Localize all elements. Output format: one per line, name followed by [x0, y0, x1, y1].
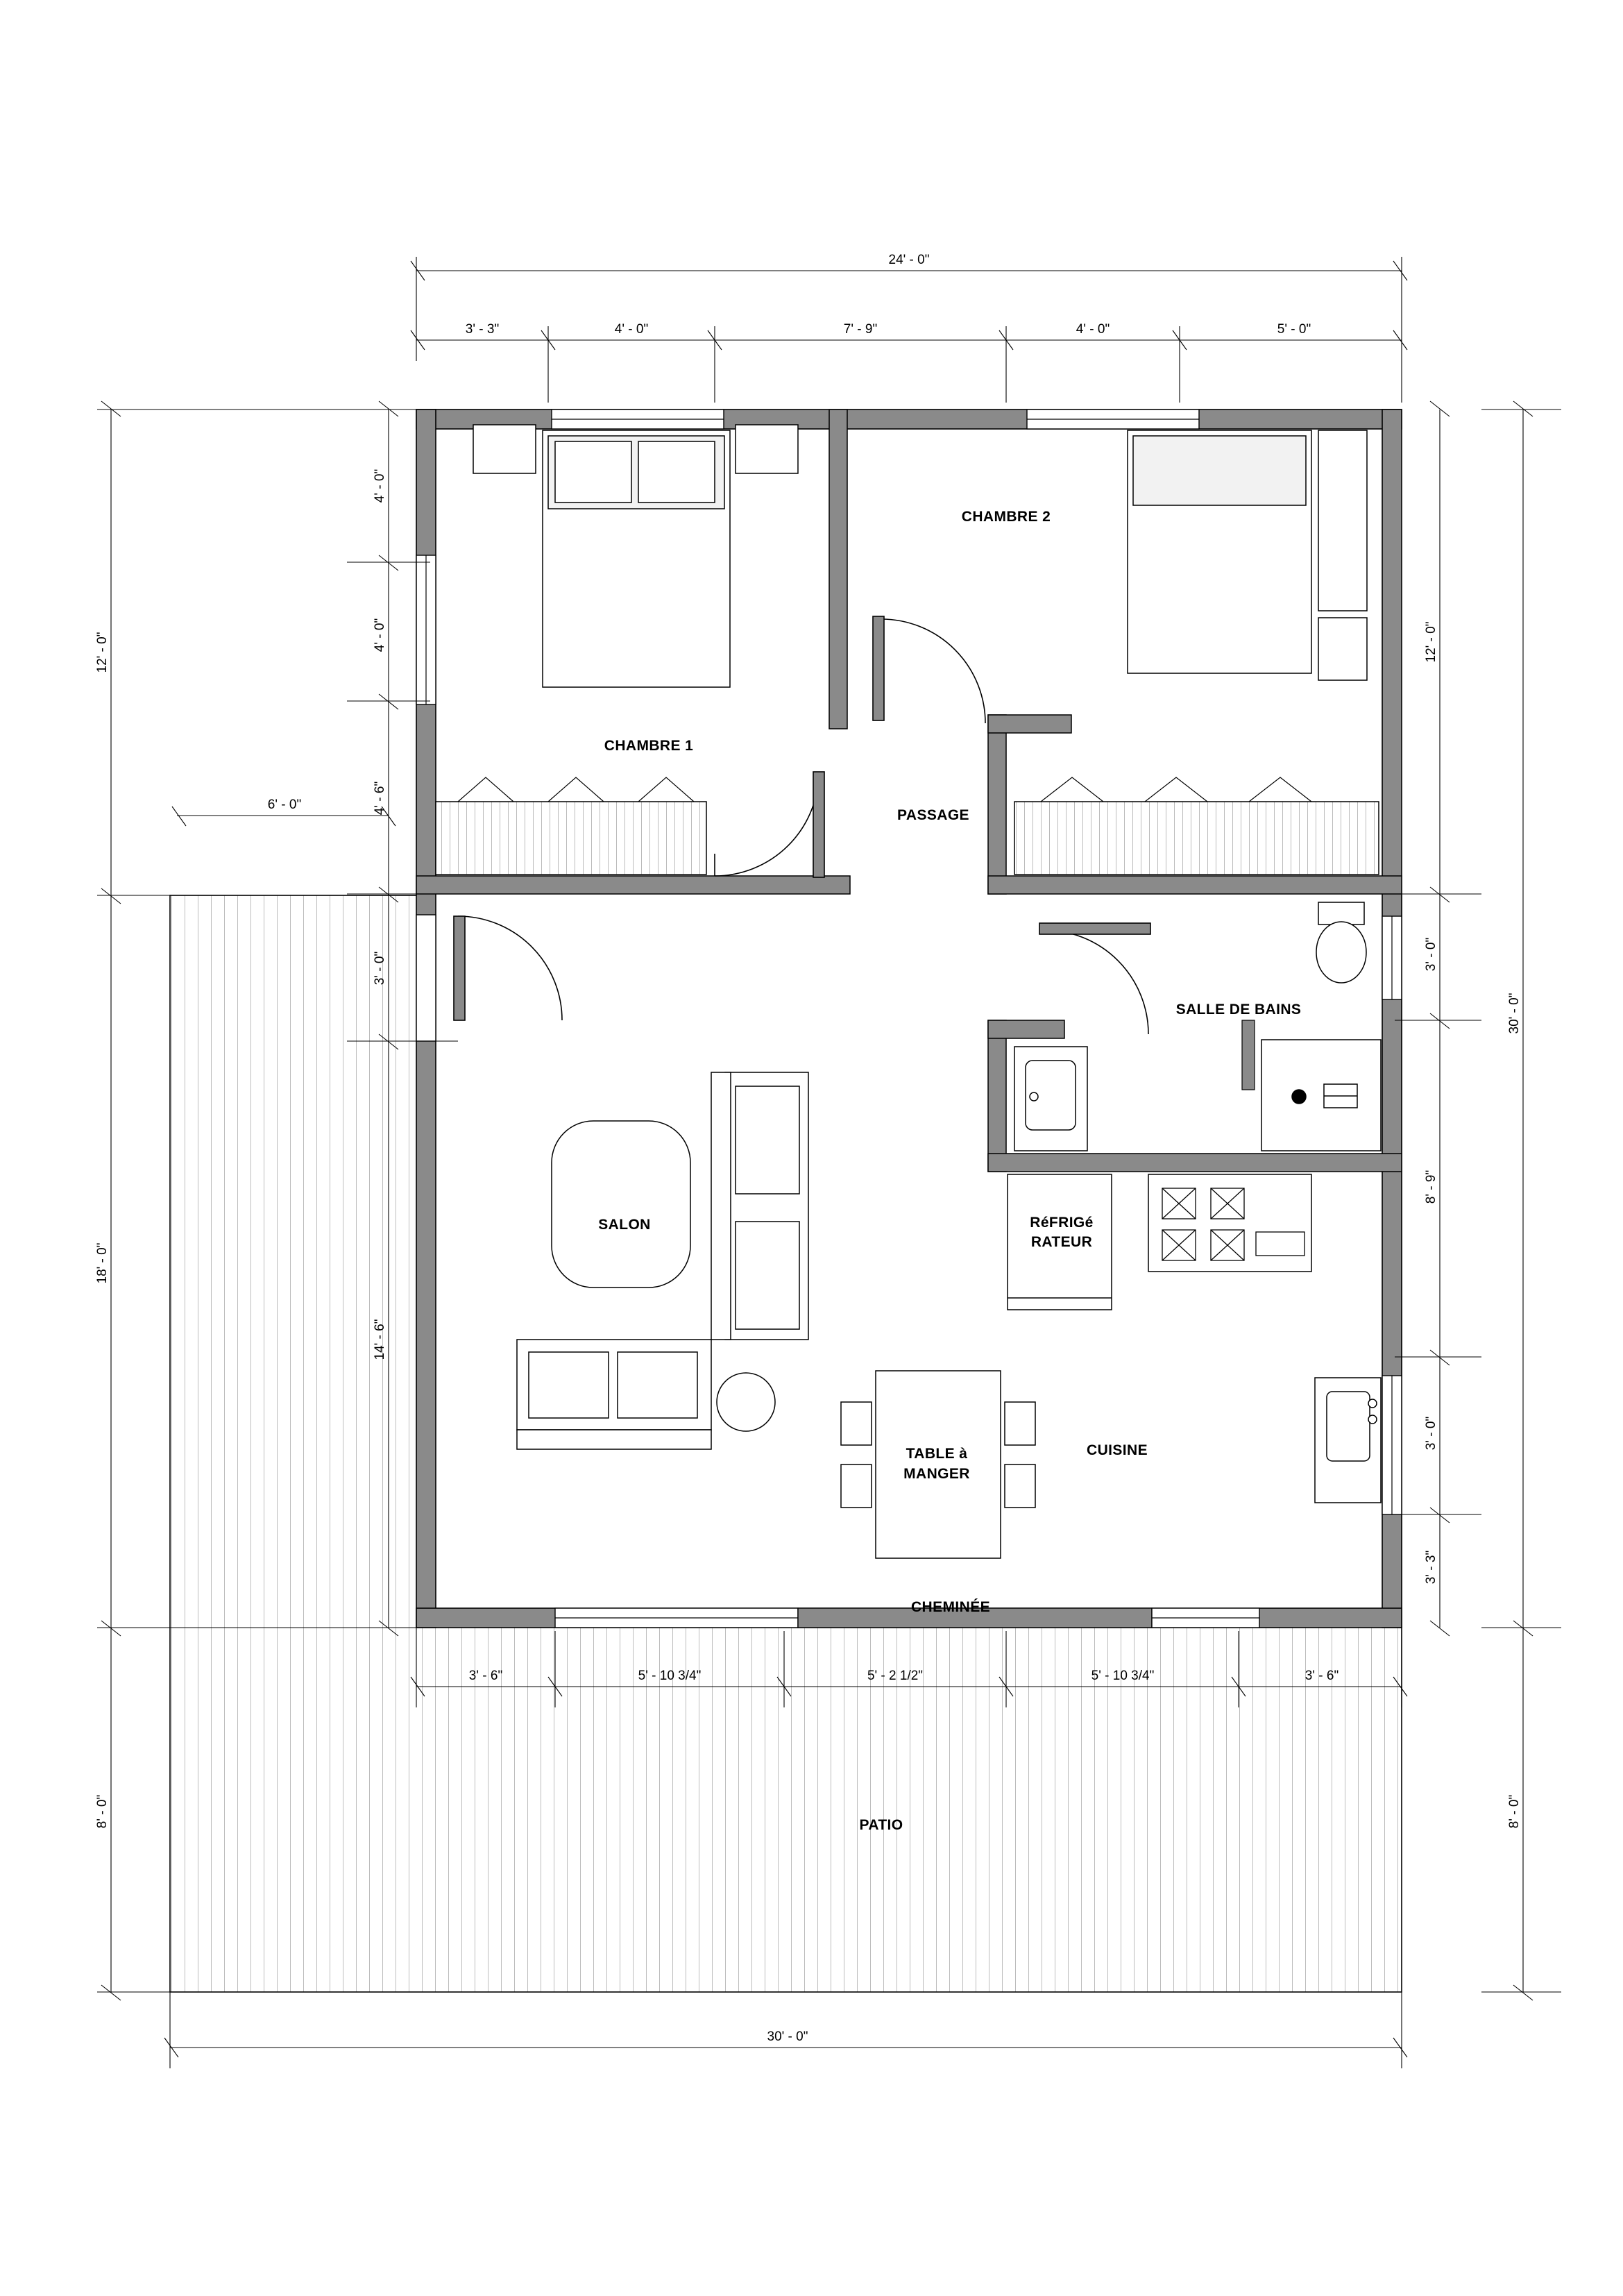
dim-left-outer-3: 8' - 0" [95, 1794, 110, 1829]
dim-bottom-overall: 30' - 0" [767, 2029, 808, 2044]
dim-top-seg-2: 4' - 0" [614, 322, 649, 337]
dim-right-inner-3: 8' - 9" [1424, 1170, 1438, 1204]
dim-left-extra: 6' - 0" [267, 797, 302, 812]
dim-right-inner-2: 3' - 0" [1424, 937, 1438, 972]
dim-left-inner-4: 3' - 0" [373, 951, 387, 986]
dim-left-inner-5: 14' - 6" [373, 1319, 387, 1360]
dim-top-seg-4: 4' - 0" [1076, 322, 1110, 337]
dim-right-inner-1: 12' - 0" [1424, 621, 1438, 663]
dim-bottom-seg-4: 5' - 10 3/4" [1091, 1669, 1155, 1683]
dim-bottom-seg-1: 3' - 6" [468, 1669, 503, 1683]
room-label-chambre-2: CHAMBRE 2 [961, 509, 1051, 525]
dim-top-seg-1: 3' - 3" [465, 322, 500, 337]
room-label-patio: PATIO [859, 1817, 903, 1833]
bed-chambre-2 [1128, 430, 1367, 680]
dim-left-inner-2: 4' - 0" [373, 618, 387, 652]
dim-bottom-seg-2: 5' - 10 3/4" [638, 1669, 702, 1683]
dim-bottom-seg-3: 5' - 2 1/2" [867, 1669, 924, 1683]
fixture-label-cheminee: CHEMINÉE [910, 1599, 991, 1615]
dim-right-inner-5: 3' - 3" [1424, 1550, 1438, 1585]
dim-bottom-seg-5: 3' - 6" [1305, 1669, 1339, 1683]
dim-right-outer-2: 8' - 0" [1507, 1794, 1522, 1829]
room-label-salle-de-bains: SALLE DE BAINS [1175, 1002, 1302, 1018]
fixture-label-table-a-manger-line2: MANGER [903, 1466, 970, 1482]
dim-top-overall: 24' - 0" [888, 253, 930, 267]
dim-left-inner-3: 4' - 6" [373, 781, 387, 816]
dim-left-inner-1: 4' - 0" [373, 469, 387, 503]
dim-right-inner-4: 3' - 0" [1424, 1416, 1438, 1451]
room-label-salon: SALON [598, 1217, 651, 1233]
fixture-label-refrigerateur-line1: RéFRIGé [1030, 1215, 1094, 1231]
dim-right-outer-1: 30' - 0" [1507, 993, 1522, 1034]
dim-top-seg-3: 7' - 9" [843, 322, 878, 337]
room-label-cuisine: CUISINE [1087, 1442, 1148, 1458]
dim-left-outer-1: 12' - 0" [95, 632, 110, 673]
room-label-passage: PASSAGE [897, 807, 969, 823]
room-label-chambre-1: CHAMBRE 1 [604, 738, 694, 754]
fixture-label-table-a-manger-line1: TABLE à [906, 1446, 968, 1462]
fixture-label-refrigerateur-line2: RATEUR [1030, 1234, 1093, 1250]
dim-top-seg-5: 5' - 0" [1277, 322, 1311, 337]
dim-left-outer-2: 18' - 0" [95, 1242, 110, 1284]
